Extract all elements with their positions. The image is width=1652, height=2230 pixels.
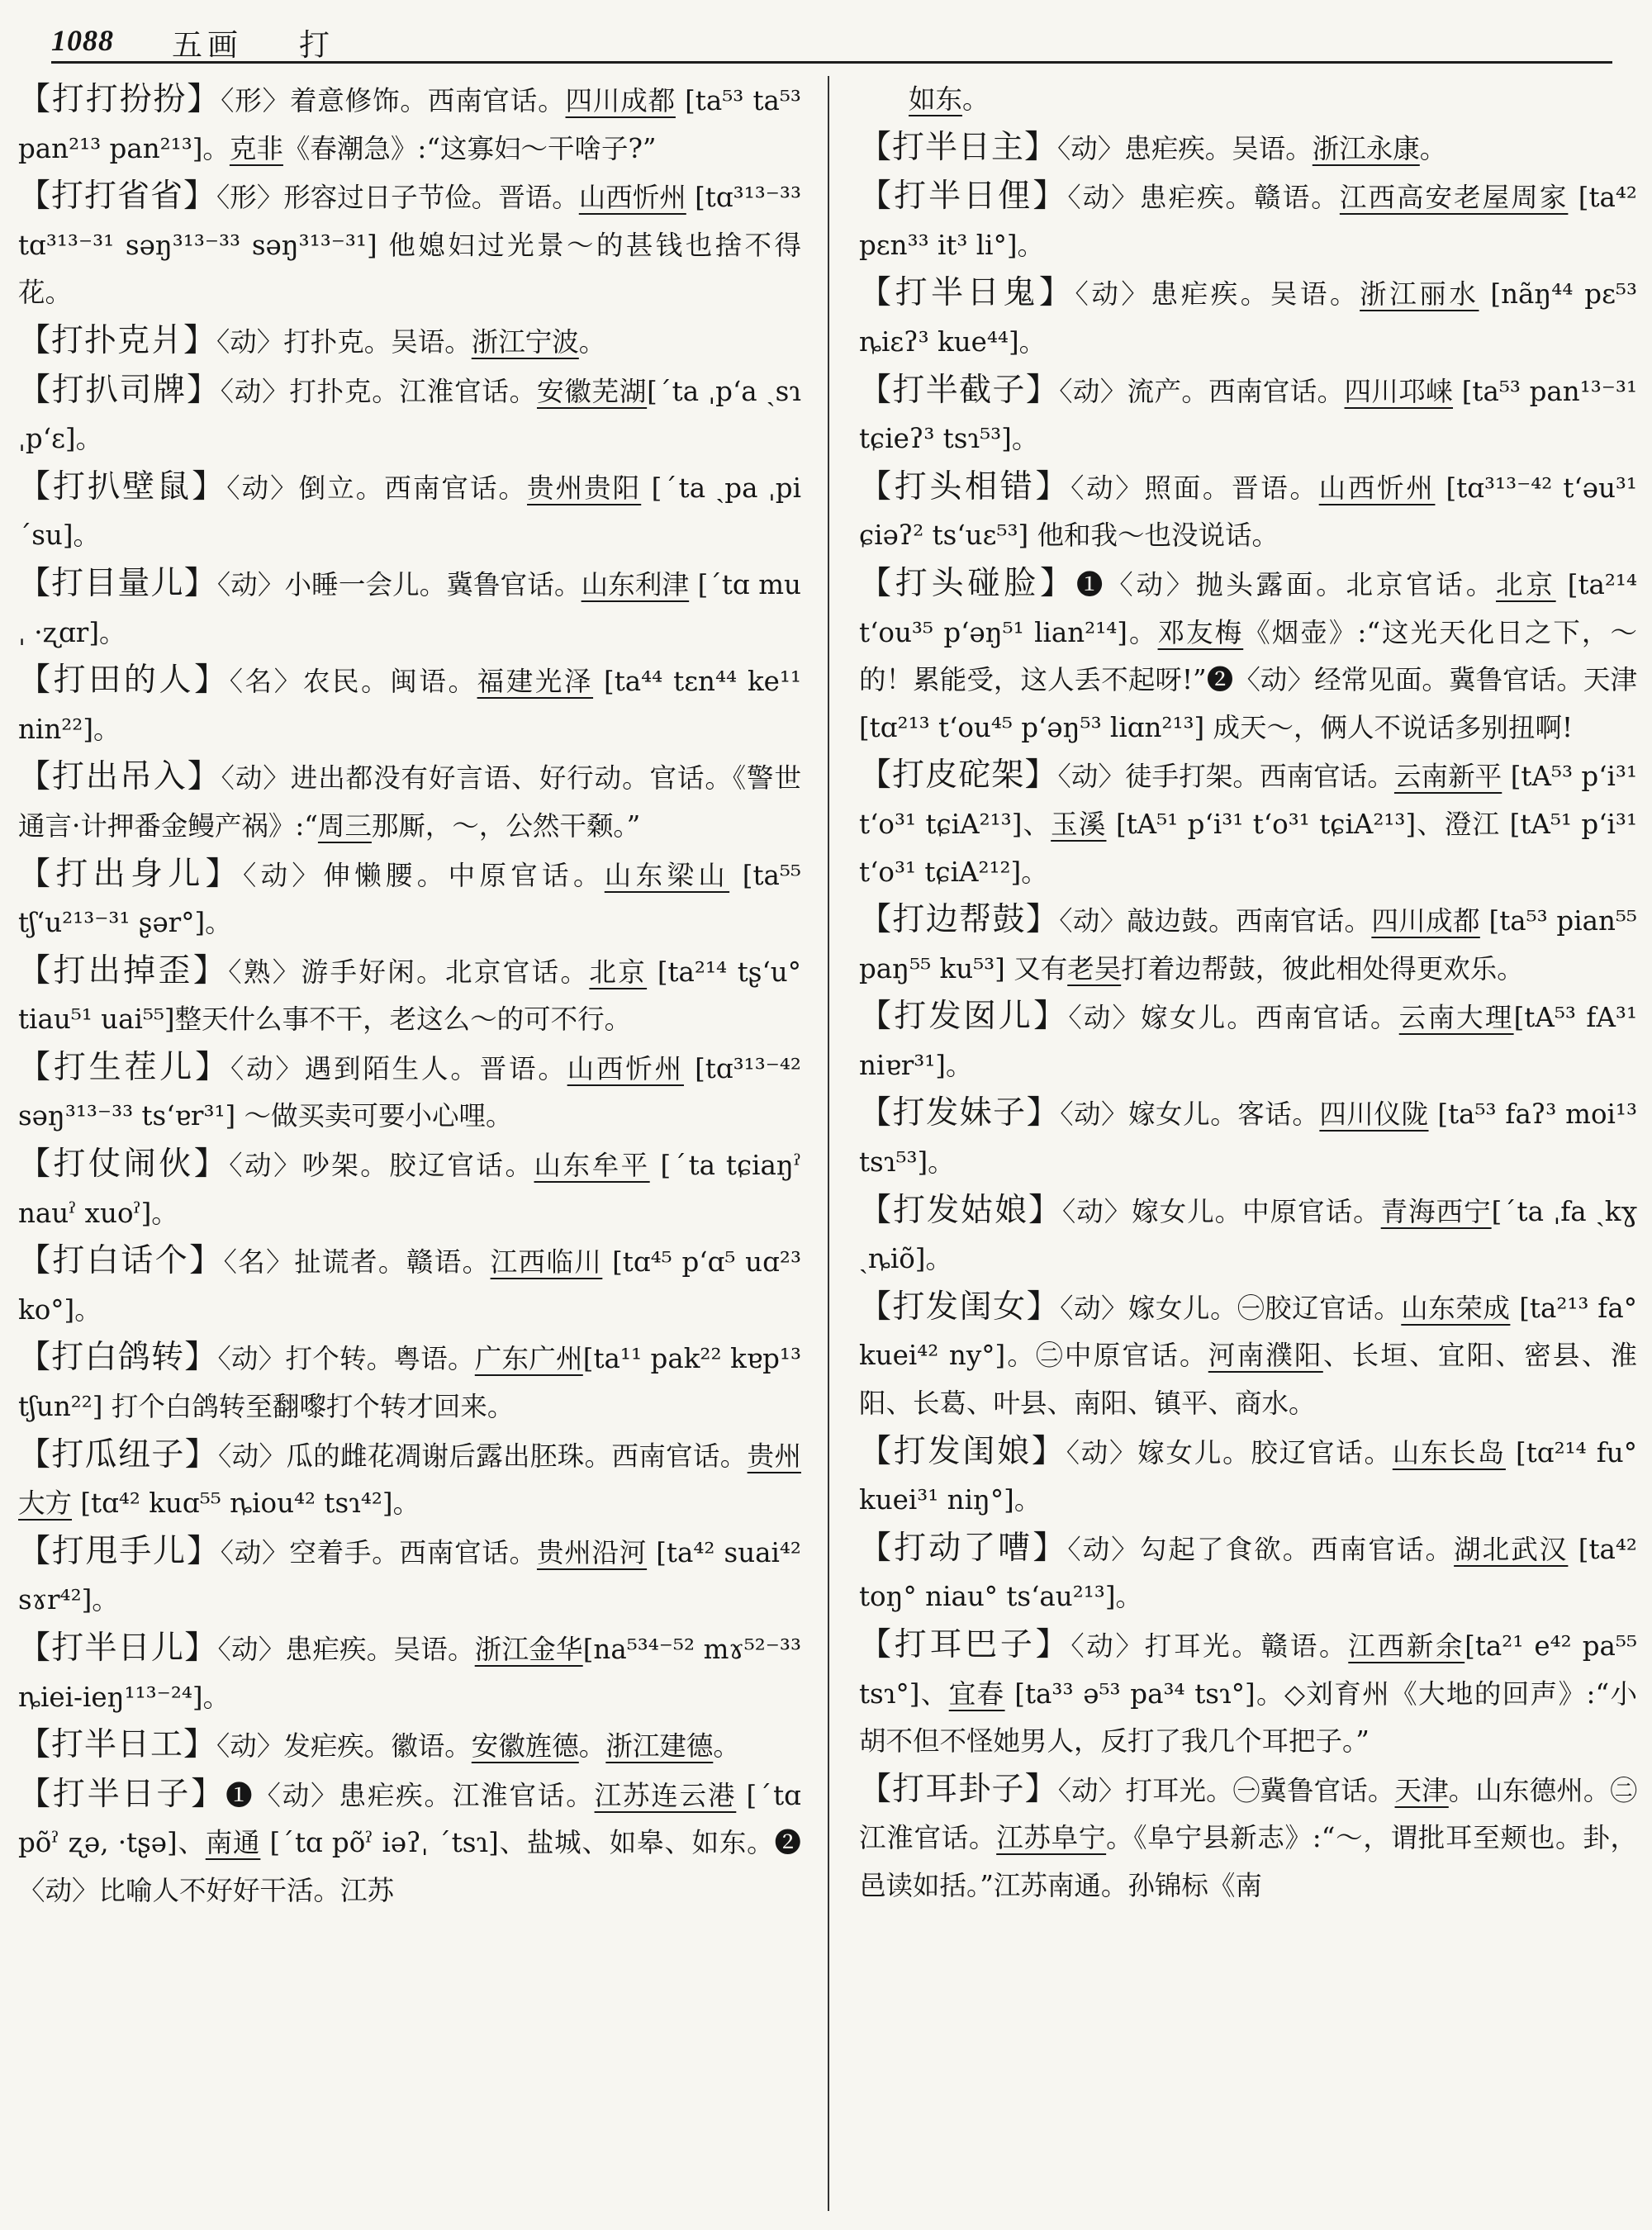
headword: 【打白鸽转】	[18, 1339, 218, 1377]
entry-text: [ta³³ ə⁵³ pa³⁴ tsɿ°]。◇刘育州《大地的回声》:“小胡不但不怪她男人，反打了我几个耳把子。”	[859, 1677, 1637, 1758]
definition: 〈动〉敲边鼓。西南官话。	[1059, 905, 1372, 937]
dictionary-entry	[18, 1528, 801, 1625]
dictionary-entry	[18, 1334, 801, 1431]
dictionary-entry	[859, 173, 1637, 269]
dictionary-entry	[18, 173, 801, 317]
dictionary-entry	[18, 1141, 801, 1237]
entry-text: [ˊtɑ muˌ ·ʐɑr]。	[18, 568, 801, 648]
headword: 【打发姑娘】	[859, 1191, 1062, 1229]
header-char: 打	[299, 27, 330, 63]
entry-text: [ˊtɑ põˀ ʐə, ·tʂə]、	[18, 1779, 801, 1859]
headword: 【打边帮鼓】	[859, 901, 1060, 939]
definition: 〈动〉进出都没有好言语、好行动。官话。《警世通言·计押番金鳗产祸》:“	[18, 762, 801, 842]
definition: 〈动〉打扑克。吴语。	[216, 325, 472, 358]
location: 贵州大方	[18, 1440, 801, 1520]
dictionary-entry	[18, 1431, 801, 1528]
left-column	[18, 76, 801, 2215]
location: 贵州贵阳	[527, 472, 642, 504]
definition: 〈动〉嫁女儿。中原官话。	[1061, 1195, 1381, 1227]
dictionary-entry	[859, 993, 1637, 1089]
location: 青海西宁	[1380, 1195, 1492, 1227]
headword: 【打白话个】	[18, 1242, 224, 1280]
definition: 〈动〉打个转。粤语。	[217, 1343, 475, 1375]
location: 北京	[1496, 568, 1556, 600]
location: 安徽旌德	[471, 1730, 579, 1763]
definition: 〈动〉嫁女儿。胶辽官话。	[1066, 1436, 1393, 1468]
headword: 【打半日鬼】	[859, 274, 1075, 312]
definition: 〈动〉吵架。胶辽官话。	[229, 1150, 534, 1182]
headword: 【打发闺女】	[859, 1288, 1061, 1326]
entry-text: [tɑ³¹³⁻⁴² səŋ³¹³⁻³³ tsʻɐr³¹] ～做买卖可要小心哩。	[18, 1052, 801, 1132]
definition: 〈形〉形容过日子节俭。晋语。	[216, 182, 579, 214]
headword: 【打打省省】	[18, 178, 217, 216]
dictionary-entry	[859, 1089, 1637, 1186]
headword: 【打皮砣架】	[859, 757, 1058, 795]
dictionary-entry	[18, 1771, 801, 1915]
headword: 【打仗闹伙】	[18, 1146, 230, 1184]
location: 浙江建德	[605, 1730, 714, 1763]
entry-text: [ˊtɑ põˀ iəʔˌ ˊtsɿ]、盐城、如皋、如东。❷〈动〉比喻人不好好干活。江苏	[18, 1827, 801, 1906]
location: 福建光泽	[477, 666, 594, 698]
dictionary-entry	[18, 463, 801, 560]
location: 山东梁山	[604, 859, 730, 891]
entry-text: 。	[1419, 132, 1447, 164]
definition: 〈名〉农民。闽语。	[229, 666, 477, 698]
entry-text: [ˊta ˌfa ˏkɣ ˏȵiõ]。	[859, 1195, 1637, 1275]
entry-text: 《春潮急》:“这寡妇～干啥子?”	[282, 132, 657, 164]
headword: 【打甩手儿】	[18, 1532, 221, 1570]
entry-text: [tɑ³¹³⁻³³ tɑ³¹³⁻³¹ səŋ³¹³⁻³³ səŋ³¹³⁻³¹] 他媳妇过光景～的甚钱也捨不得花。	[18, 182, 801, 309]
headword: 【打发囡儿】	[859, 998, 1069, 1036]
entry-text: [tA⁵³ fA³¹ niɐr³¹]。	[859, 1002, 1637, 1081]
location: 山东荣成	[1401, 1292, 1511, 1324]
dictionary-entry	[859, 124, 1637, 173]
location: 云南新平	[1393, 761, 1502, 793]
location: 江苏连云港	[594, 1779, 737, 1811]
location: 山东牟平	[534, 1150, 650, 1182]
column-divider	[828, 76, 829, 2211]
location: 克非	[229, 132, 283, 164]
location: 宜春	[948, 1677, 1005, 1710]
definition: 〈动〉伸懒腰。中原官话。	[243, 859, 605, 891]
location: 山西忻州	[578, 182, 686, 214]
definition: 〈动〉瓜的雌花凋谢后露出胚珠。西南官话。	[218, 1440, 748, 1472]
location: 老吴	[1067, 952, 1122, 985]
location: 江西高安老屋周家	[1339, 182, 1569, 214]
definition: 〈动〉打扑克。江淮官话。	[220, 375, 537, 407]
entry-text: 。	[578, 325, 606, 358]
location: 浙江金华	[474, 1634, 583, 1665]
location: 邓友梅	[1157, 616, 1244, 648]
dictionary-entry	[859, 367, 1637, 463]
entry-text: [ta²¹ e⁴² pa⁵⁵ tsɿ°]、	[859, 1630, 1637, 1710]
location: 四川仪陇	[1319, 1098, 1429, 1131]
location: 北京	[589, 956, 648, 988]
location: 南通	[205, 1827, 261, 1859]
dictionary-entry	[859, 1428, 1637, 1525]
definition: 〈动〉照面。晋语。	[1070, 472, 1319, 504]
definition: 〈动〉打耳光。赣语。	[1070, 1630, 1349, 1662]
location: 山东利津	[581, 568, 690, 600]
location: 河南濮阳	[1208, 1340, 1323, 1372]
definition: 〈动〉小睡一会儿。冀鲁官话。	[216, 568, 582, 600]
headword: 【打半日子】	[18, 1775, 226, 1813]
entry-text: 。山东德州。㊁江淮官话。	[859, 1774, 1637, 1854]
definition: 〈动〉患疟疾。吴语。	[1075, 278, 1360, 311]
page-number: 1088	[51, 24, 114, 57]
entry-text: [ta²¹⁴ tʻou³⁵ pʻəŋ⁵¹ lian²¹⁴]。	[859, 568, 1637, 648]
definition: 〈动〉嫁女儿。西南官话。	[1068, 1002, 1399, 1034]
entry-text: [tɑ⁴² kuɑ⁵⁵ ȵiou⁴² tsɿ⁴²]。	[72, 1487, 420, 1520]
definition: 〈动〉遇到陌生人。晋语。	[230, 1052, 567, 1084]
entry-text: [tɑ²¹⁴ fu° kuei³¹ niŋ°]。	[859, 1436, 1637, 1516]
headword: 【打田的人】	[18, 662, 230, 700]
entry-text: 那厮，～，公然干颡。”	[371, 809, 641, 842]
definition: 〈熟〉游手好闲。北京官话。	[228, 956, 590, 988]
dictionary-entry	[18, 1625, 801, 1721]
definition: 〈动〉流产。西南官话。	[1059, 375, 1345, 407]
dictionary-entry	[18, 560, 801, 657]
location: 浙江永康	[1312, 132, 1420, 164]
headword: 【打出身儿】	[18, 855, 244, 893]
definition: 〈动〉勾起了食欲。西南官话。	[1067, 1533, 1455, 1565]
entry-text: 、长垣、宜阳、密县、淮阳、长葛、叶县、南阳、镇平、商水。	[859, 1340, 1637, 1420]
entry-text: [tɑ³¹³⁻⁴² tʻəu³¹ ɕiəʔ² tsʻuɛ⁵³] 他和我～也没说话。	[859, 472, 1637, 552]
entry-text: [ta⁵³ ta⁵³ pan²¹³ pan²¹³]。	[18, 85, 801, 164]
entry-text: 。	[713, 1730, 740, 1763]
dictionary-entry	[18, 1044, 801, 1141]
definition: ❶〈动〉患疟疾。江淮官话。	[225, 1779, 595, 1811]
location: 如东	[909, 83, 963, 115]
definition: 〈动〉嫁女儿。㊀胶辽官话。	[1060, 1292, 1402, 1324]
location: 湖北武汉	[1454, 1533, 1569, 1565]
entry-text: [tA⁵¹ pʻi³¹ tʻo³¹ tɕiA²¹³]、澄江 [tA⁵¹ pʻi³¹ tʻo³¹ tɕiA²¹²]。	[859, 808, 1637, 888]
location: 山西忻州	[567, 1052, 684, 1084]
headword: 【打耳卦子】	[859, 1770, 1058, 1808]
dictionary-entry	[859, 560, 1637, 752]
entry-text: 打着边帮鼓，彼此相处得更欢乐。	[1121, 952, 1524, 985]
entry-text: [ta⁴² suai⁴² sɤr⁴²]。	[18, 1536, 801, 1616]
dictionary-entry	[859, 752, 1637, 896]
headword: 【打头相错】	[859, 467, 1071, 505]
definition: 〈动〉发疟疾。徽语。	[216, 1730, 472, 1763]
entry-text: [ˊta ˏpa ˌpi ˊsu]。	[18, 472, 801, 552]
location: 四川邛崃	[1344, 375, 1454, 407]
entry-text: [na⁵³⁴⁻⁵² mɤ⁵²⁻³³ ȵiei-ieŋ¹¹³⁻²⁴]。	[18, 1634, 801, 1713]
location: 山东长岛	[1392, 1436, 1506, 1468]
right-column	[859, 76, 1637, 2215]
headword: 【打半日儿】	[18, 1630, 218, 1667]
dictionary-entry	[859, 1621, 1637, 1766]
definition: 〈动〉患疟疾。赣语。	[1067, 182, 1340, 214]
headword: 【打打扮扮】	[18, 81, 221, 118]
headword: 【打半日俚】	[859, 178, 1068, 216]
location: 江苏阜宁	[996, 1822, 1107, 1854]
definition: 〈动〉空着手。西南官话。	[220, 1536, 537, 1568]
headword: 【打扒司牌】	[18, 371, 221, 409]
entry-text: [ta¹¹ pak²² kɐp¹³ tʃun²²] 打个白鸽转至翻嚟打个转才回来。	[18, 1343, 801, 1423]
dictionary-entry	[859, 269, 1637, 366]
location: 天津	[1394, 1774, 1449, 1806]
headword: 【打目量儿】	[18, 564, 217, 602]
dictionary-entry	[18, 947, 801, 1044]
definition: 〈动〉患疟疾。吴语。	[1057, 132, 1313, 164]
headword: 【打半日主】	[859, 128, 1058, 166]
headword: 【打扒壁鼠】	[18, 467, 227, 505]
location: 浙江宁波	[471, 325, 579, 358]
entry-text: 。	[962, 83, 990, 115]
entry-text: [ta⁴² pɛn³³ it³ li°]。	[859, 182, 1637, 261]
headword: 【打生茬儿】	[18, 1048, 230, 1086]
entry-text: [ta⁵³ faʔ³ moi¹³ tsɿ⁵³]。	[859, 1098, 1637, 1179]
dictionary-entry	[18, 317, 801, 367]
location: 云南大理	[1398, 1002, 1514, 1034]
location: 周三	[317, 809, 372, 842]
headword: 【打半截子】	[859, 371, 1060, 409]
definition: 〈名〉扯谎者。赣语。	[223, 1246, 491, 1279]
location: 四川成都	[565, 85, 676, 116]
entry-text: [ta²¹⁴ tʂʻu° tiau⁵¹ uai⁵⁵]整天什么事不干，老这么～的可不行。	[18, 956, 801, 1036]
location: 江西新余	[1348, 1630, 1465, 1662]
location: 广东广州	[474, 1343, 583, 1375]
dictionary-entry	[18, 1721, 801, 1771]
page-header	[51, 18, 1612, 64]
entry-text: [ta⁴² toŋ° niau° tsʻau²¹³]。	[859, 1533, 1637, 1613]
headword: 【打扑克爿】	[18, 321, 217, 359]
dictionary-entry	[18, 1237, 801, 1334]
definition: 〈动〉嫁女儿。客话。	[1060, 1098, 1320, 1131]
entry-text: [tA⁵³ pʻi³¹ tʻo³¹ tɕiA²¹³]、	[859, 761, 1637, 840]
location: 玉溪	[1051, 808, 1107, 840]
entry-text: 。	[578, 1730, 606, 1763]
location: 山西忻州	[1318, 472, 1436, 504]
dictionary-entry	[18, 851, 801, 947]
dictionary-entry	[859, 1766, 1637, 1910]
dictionary-entry	[859, 463, 1637, 560]
location: 四川成都	[1371, 905, 1480, 937]
dictionary-entry	[859, 76, 1637, 124]
entry-text: [tɑ⁴⁵ pʻɑ⁵ uɑ²³ ko°]。	[18, 1246, 801, 1326]
dictionary-entry	[859, 896, 1637, 993]
location: 安徽芜湖	[536, 375, 648, 407]
dictionary-entry	[18, 367, 801, 463]
headword: 【打动了嘈】	[859, 1529, 1068, 1567]
headword: 【打发闺娘】	[859, 1432, 1066, 1470]
headword: 【打出吊入】	[18, 758, 221, 796]
definition: ❶〈动〉抛头露面。北京官话。	[1075, 568, 1497, 600]
entry-text: [ˊta ˌpʻa ˏsɿ ˌpʻɛ]。	[18, 375, 801, 455]
dictionary-entry	[18, 76, 801, 173]
entry-text: [ta²¹³ fa° kuei⁴² ny°]。㊁中原官话。	[859, 1292, 1637, 1372]
dictionary-entry	[18, 657, 801, 753]
entry-text: 。《阜宁县新志》:“～，谓批耳至颊也。卦，邑读如括。”江苏南通。孙锦标《南	[859, 1822, 1637, 1901]
definition: 〈动〉徒手打架。西南官话。	[1057, 761, 1394, 793]
dictionary-entry	[859, 1525, 1637, 1621]
entry-text: [ta⁵³ pan¹³⁻³¹ tɕieʔ³ tsɿ⁵³]。	[859, 375, 1637, 455]
headword: 【打出掉歪】	[18, 951, 229, 989]
definition: 〈动〉患疟疾。吴语。	[217, 1634, 475, 1665]
headword: 【打瓜纽子】	[18, 1435, 219, 1473]
dictionary-entry	[18, 753, 801, 850]
definition: 〈形〉着意修饰。西南官话。	[221, 85, 566, 116]
location: 贵州沿河	[536, 1536, 648, 1568]
headword: 【打耳巴子】	[859, 1626, 1071, 1663]
headword: 【打发妹子】	[859, 1094, 1061, 1132]
entry-text: [ta⁵⁵ tʃʻu²¹³⁻³¹ ʂər°]。	[18, 859, 801, 939]
dictionary-entry	[859, 1283, 1637, 1428]
entry-text: [ta⁴⁴ tɛn⁴⁴ ke¹¹ nin²²]。	[18, 666, 801, 745]
definition: 〈动〉打耳光。㊀冀鲁官话。	[1057, 1774, 1395, 1806]
header-radical: 五画	[172, 27, 243, 63]
entry-text: [nãŋ⁴⁴ pɛ⁵³ ȵiɛʔ³ kue⁴⁴]。	[859, 278, 1637, 358]
entry-text: [ta⁵³ pian⁵⁵ paŋ⁵⁵ ku⁵³] 又有	[859, 905, 1637, 985]
entry-text: [ˊta tɕiaŋˀ nauˀ xuoˀ]。	[18, 1150, 801, 1229]
definition: 〈动〉倒立。西南官话。	[226, 472, 528, 504]
headword: 【打半日工】	[18, 1726, 217, 1764]
dictionary-entry	[859, 1187, 1637, 1283]
headword: 【打头碰脸】	[859, 564, 1076, 602]
entry-text: 《烟壶》:“这光天化日之下，～的！累能受，这人丢不起呀!”❷〈动〉经常见面。冀鲁官话。天津[tɑ²¹³ tʻou⁴⁵ pʻəŋ⁵³ liɑn²¹³] 成天～，俩人不说话多别扭啊!	[859, 616, 1637, 743]
location: 江西临川	[490, 1246, 603, 1279]
location: 浙江丽水	[1360, 278, 1479, 311]
